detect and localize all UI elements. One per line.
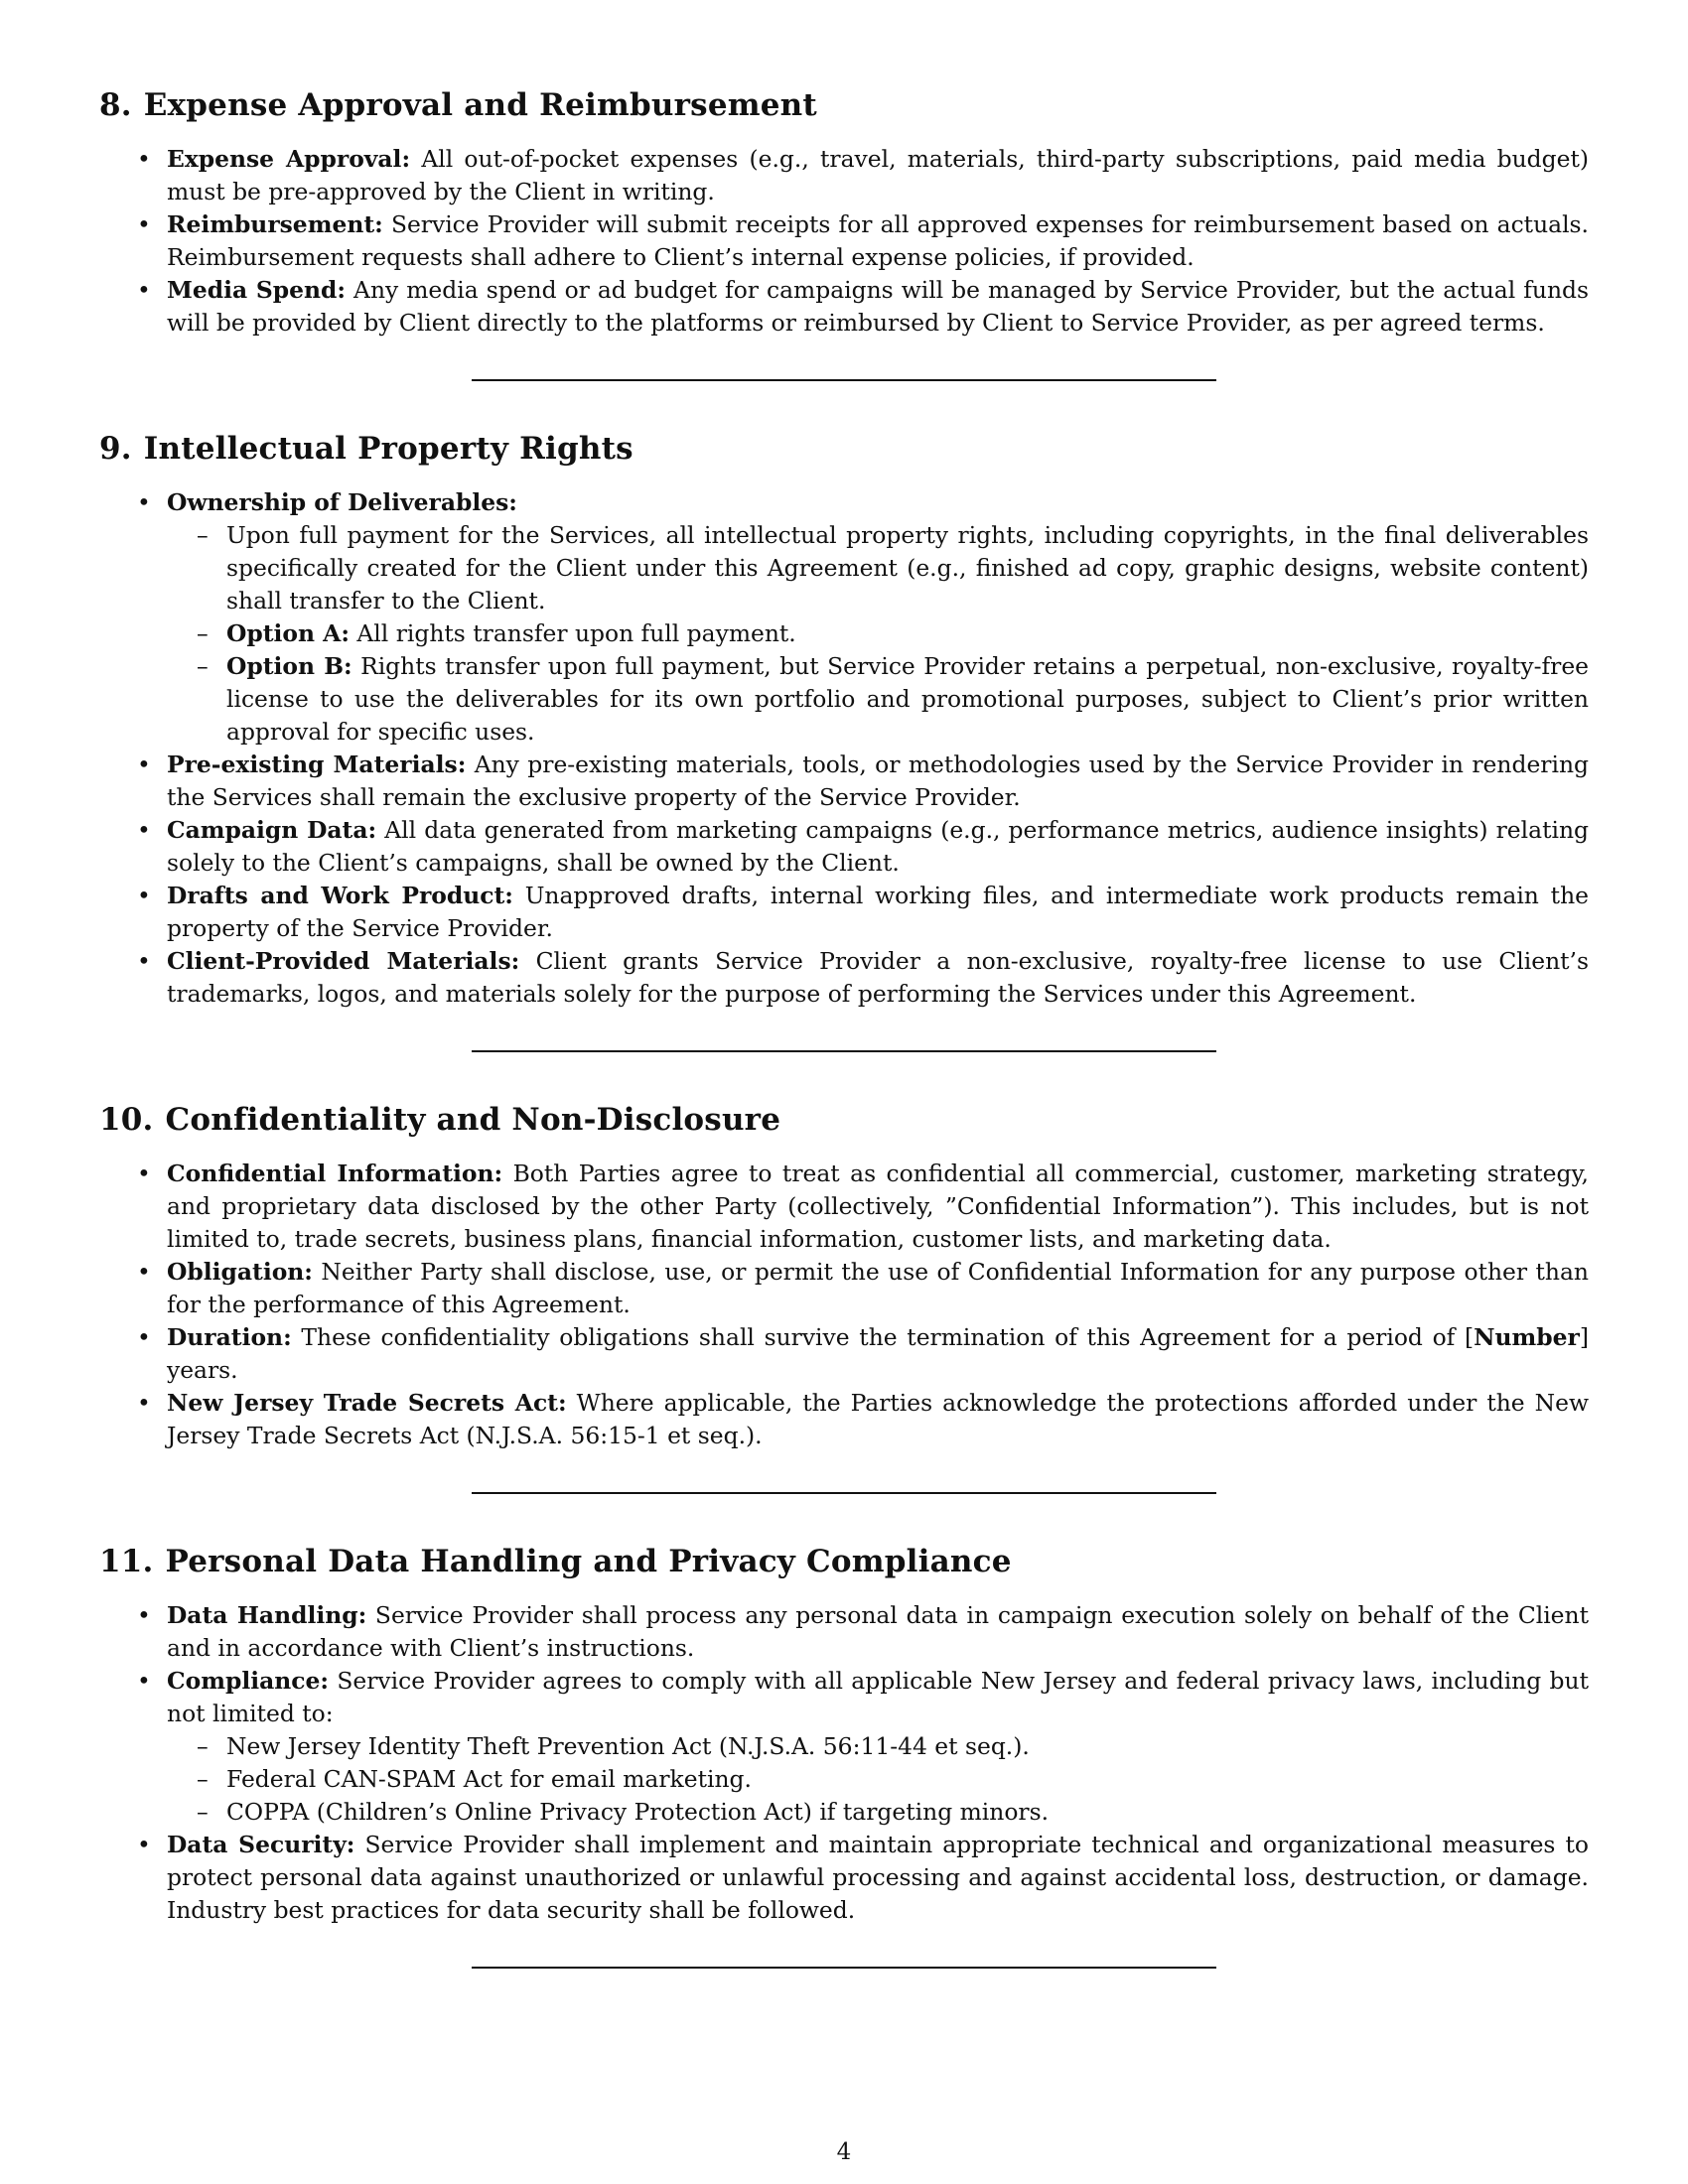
sub-list [167,519,1589,749]
section-divider [472,1050,1216,1052]
section-personal-data [99,1544,1589,1927]
number-placeholder: Number [1474,1323,1580,1351]
sub-list-item: – Upon full payment for the Services, all intellectual property rights, including copyrights, in the final deliverables specifically created for the Client under this Agreement (e.g., finished ad copy, graphic designs, website content) shall transfer to the Client. [226,519,1589,617]
list-item: • Ownership of Deliverables: – Upon full payment for the Services, all intellectual property rights, including copyrights, in the final deliverables specifically created for the Client under this Agreement (e.g., finished ad copy, graphic designs, website content) shall transfer to the Client. – Option A: All rights transfer upon full payment. – Option B: Rights transfer upon full payment, but Service Provider retains a perpetual, non-exclusive, royalty-free license to use the deliverables for its own portfolio and promotional purposes, subject to Client’s prior written approval for specific uses. [167,486,1589,749]
list-item: • Expense Approval: All out-of-pocket expenses (e.g., travel, materials, third-party subscriptions, paid media budget) must be pre-approved by the Client in writing. [167,143,1589,208]
bullet-list [99,486,1589,1011]
list-item: • Data Security: Service Provider shall implement and maintain appropriate technical and organizational measures to protect personal data against unauthorized or unlawful processing and against accidental loss, destruction, or damage. Industry best practices for data security shall be followed. [167,1829,1589,1927]
list-item: • Pre-existing Materials: Any pre-existing materials, tools, or methodologies used by the Service Provider in rendering the Services shall remain the exclusive property of the Service Provider. [167,749,1589,814]
list-item: • Compliance: Service Provider agrees to comply with all applicable New Jersey and federal privacy laws, including but not limited to: – New Jersey Identity Theft Prevention Act (N.J.S.A. 56:11-44 et seq.). – Federal CAN-SPAM Act for email marketing. – COPPA (Children’s Online Privacy Protection Act) if targeting minors. [167,1665,1589,1829]
sub-list [167,1730,1589,1829]
section-heading: 10. Confidentiality and Non-Disclosure [99,1102,781,1138]
section-confidentiality [99,1102,1589,1452]
section-expense-approval [99,87,1589,340]
list-item: • Media Spend: Any media spend or ad budget for campaigns will be managed by Service Provider, but the actual funds will be provided by Client directly to the platforms or reimbursed by Client to Service Provider, as per agreed terms. [167,274,1589,340]
section-divider [472,379,1216,381]
sub-list-item: – Option B: Rights transfer upon full payment, but Service Provider retains a perpetual, non-exclusive, royalty-free license to use the deliverables for its own portfolio and promotional purposes, subject to Client’s prior written approval for specific uses. [226,650,1589,749]
section-intellectual-property [99,431,1589,1011]
document-page [99,87,1589,2018]
list-item: • Client-Provided Materials: Client grants Service Provider a non-exclusive, royalty-free license to use Client’s trademarks, logos, and materials solely for the purpose of performing the Services under this Agreement. [167,945,1589,1011]
list-item: • Drafts and Work Product: Unapproved drafts, internal working files, and intermediate work products remain the property of the Service Provider. [167,880,1589,945]
section-heading: 11. Personal Data Handling and Privacy Compliance [99,1544,1012,1579]
sub-list-item: – New Jersey Identity Theft Prevention Act (N.J.S.A. 56:11-44 et seq.). [226,1730,1589,1763]
bullet-list [99,1599,1589,1927]
sub-list-item: – Option A: All rights transfer upon full payment. [226,617,1589,650]
sub-list-item: – COPPA (Children’s Online Privacy Protection Act) if targeting minors. [226,1796,1589,1829]
list-item: • Confidential Information: Both Parties agree to treat as confidential all commercial, customer, marketing strategy, and proprietary data disclosed by the other Party (collectively, ”Confidential Information”). This includes, but is not limited to, trade secrets, business plans, financial information, customer lists, and marketing data. [167,1158,1589,1256]
section-heading: 9. Intellectual Property Rights [99,431,633,467]
list-item: • New Jersey Trade Secrets Act: Where applicable, the Parties acknowledge the protections afforded under the New Jersey Trade Secrets Act (N.J.S.A. 56:15-1 et seq.). [167,1387,1589,1452]
section-divider [472,1967,1216,1969]
page-number: 4 [836,2139,852,2165]
list-item: • Obligation: Neither Party shall disclose, use, or permit the use of Confidential Information for any purpose other than for the performance of this Agreement. [167,1256,1589,1321]
list-item: • Data Handling: Service Provider shall process any personal data in campaign execution solely on behalf of the Client and in accordance with Client’s instructions. [167,1599,1589,1665]
bullet-list [99,143,1589,340]
sub-list-item: – Federal CAN-SPAM Act for email marketing. [226,1763,1589,1796]
list-item: • Duration: These confidentiality obligations shall survive the termination of this Agreement for a period of [Number] years. [167,1321,1589,1387]
section-heading: 8. Expense Approval and Reimbursement [99,87,817,123]
section-divider [472,1492,1216,1494]
list-item: • Campaign Data: All data generated from marketing campaigns (e.g., performance metrics, audience insights) relating solely to the Client’s campaigns, shall be owned by the Client. [167,814,1589,880]
list-item: • Reimbursement: Service Provider will submit receipts for all approved expenses for reimbursement based on actuals. Reimbursement requests shall adhere to Client’s internal expense policies, if provided. [167,208,1589,274]
bullet-list [99,1158,1589,1452]
